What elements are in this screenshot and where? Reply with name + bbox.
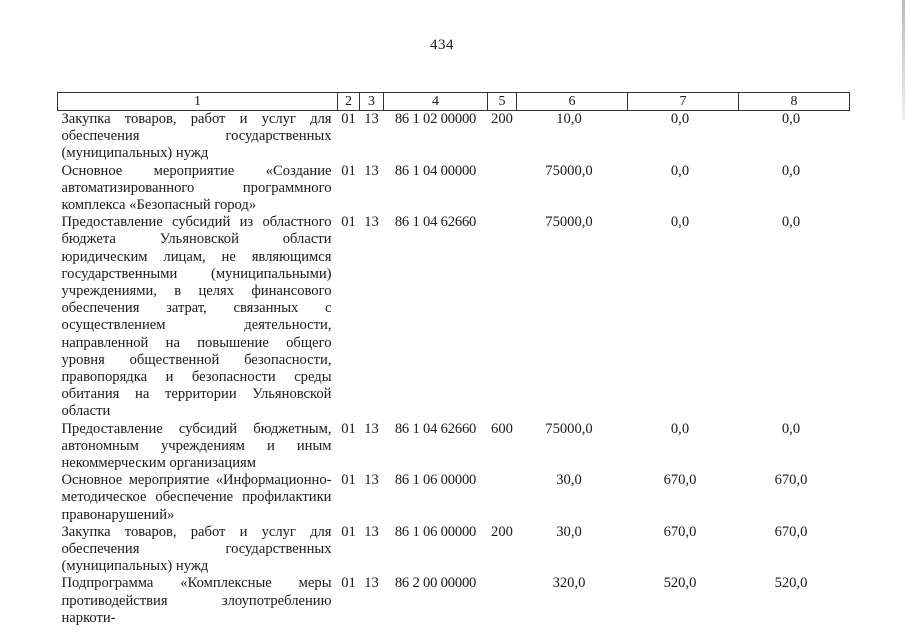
row-amount-7 [628, 472, 739, 524]
table-row [58, 472, 850, 524]
row-amount-8 [739, 421, 850, 473]
amount-value: 520,0 [774, 575, 808, 592]
row-expense-type [488, 163, 517, 215]
table-row [58, 575, 850, 627]
row-amount-6 [517, 575, 628, 627]
row-section: 01 [341, 472, 356, 489]
row-section: 01 [341, 111, 356, 127]
row-name: Закупка товаров, работ и услуг для обеспечения государственных (муниципальных) нужд [61, 111, 332, 162]
row-amount-7 [628, 421, 739, 473]
row-target-code: 86 1 04 00000 [394, 162, 477, 179]
amount-value: 670,0 [663, 472, 697, 489]
row-section: 01 [341, 523, 356, 540]
amount-value: 670,0 [774, 472, 808, 489]
amount-value: 520,0 [663, 575, 697, 592]
table-row [58, 111, 850, 163]
row-amount-6 [517, 472, 628, 524]
budget-table [57, 92, 850, 627]
row-subsection: 13 [364, 111, 379, 127]
row-section: 01 [341, 420, 356, 437]
column-header-5: 5 [488, 93, 517, 111]
amount-value: 0,0 [781, 420, 801, 437]
row-amount-7 [628, 524, 739, 576]
row-name: Основное мероприятие «Создание автоматизированного программного комплекса «Безопасный город» [61, 162, 332, 214]
header-row [58, 93, 850, 111]
row-target-code: 86 2 00 00000 [394, 575, 477, 592]
amount-value: 75000,0 [545, 420, 593, 437]
row-expense-type [488, 575, 517, 627]
row-target-code: 86 1 06 00000 [394, 472, 477, 489]
column-header-3: 3 [360, 93, 384, 111]
amount-value: 75000,0 [545, 214, 593, 231]
table-row [58, 421, 850, 473]
row-amount-6 [517, 421, 628, 473]
table-row [58, 214, 850, 420]
amount-value: 0,0 [781, 162, 801, 179]
column-header-6: 6 [517, 93, 628, 111]
row-subsection: 13 [364, 162, 379, 179]
amount-value: 0,0 [670, 214, 690, 231]
column-header-8: 8 [739, 93, 850, 111]
row-expense-type: 600 [491, 420, 513, 437]
row-amount-6 [517, 214, 628, 420]
row-amount-7 [628, 575, 739, 627]
row-target-code: 86 1 06 00000 [394, 523, 477, 540]
row-amount-7 [628, 214, 739, 420]
row-section: 01 [341, 575, 356, 592]
row-subsection: 13 [364, 472, 379, 489]
row-section: 01 [341, 162, 356, 179]
row-amount-7 [628, 111, 739, 163]
row-amount-8 [739, 472, 850, 524]
row-amount-8 [739, 111, 850, 163]
row-amount-8 [739, 524, 850, 576]
amount-value: 0,0 [781, 214, 801, 231]
table-row [58, 163, 850, 215]
amount-value: 0,0 [670, 111, 690, 127]
row-subsection: 13 [364, 420, 379, 437]
row-amount-6 [517, 163, 628, 215]
row-section: 01 [341, 214, 356, 231]
row-subsection: 13 [364, 523, 379, 540]
row-amount-8 [739, 163, 850, 215]
amount-value: 30,0 [556, 523, 582, 540]
amount-value: 320,0 [552, 575, 586, 592]
row-expense-type: 200 [491, 111, 513, 127]
amount-value: 30,0 [556, 472, 582, 489]
column-header-1: 1 [58, 93, 338, 111]
row-amount-6 [517, 524, 628, 576]
row-name: Предоставление субсидий бюджетным, автономным учреждениям и иным некоммерческим организациям [61, 420, 332, 472]
row-name: Подпрограмма «Комплексные меры противодействия злоупотреблению наркоти- [61, 575, 332, 626]
row-target-code: 86 1 04 62660 [394, 420, 477, 437]
amount-value: 10,0 [556, 111, 582, 127]
row-name: Закупка товаров, работ и услуг для обеспечения государственных (муниципальных) нужд [61, 523, 332, 575]
row-amount-8 [739, 575, 850, 627]
row-amount-8 [739, 214, 850, 420]
row-name: Предоставление субсидий из областного бюджета Ульяновской области юридическим лицам, не являющимся государственными (муниципальными) учреждениями, в целях финансового обеспечения затрат, связанных с осуществлением деятельности, направленной на повышение общего уровня общественной безопасности, правопорядка и безопасности среды обитания на территории Ульяновской области [61, 214, 332, 420]
row-target-code: 86 1 02 00000 [394, 111, 477, 127]
amount-value: 75000,0 [545, 162, 593, 179]
row-name: Основное мероприятие «Информационно-методическое обеспечение профилактики правонарушений» [61, 472, 332, 523]
amount-value: 670,0 [663, 523, 697, 540]
row-amount-7 [628, 163, 739, 215]
row-subsection: 13 [364, 214, 379, 231]
row-expense-type [488, 214, 517, 420]
amount-value: 0,0 [670, 162, 690, 179]
column-header-2: 2 [338, 93, 360, 111]
row-expense-type: 200 [491, 523, 513, 540]
page-number: 434 [430, 37, 454, 53]
amount-value: 0,0 [670, 420, 690, 437]
amount-value: 0,0 [781, 111, 801, 127]
row-target-code: 86 1 04 62660 [394, 214, 477, 231]
column-header-4: 4 [384, 93, 488, 111]
table-row [58, 524, 850, 576]
row-subsection: 13 [364, 575, 379, 592]
row-expense-type [488, 472, 517, 524]
amount-value: 670,0 [774, 523, 808, 540]
column-header-7: 7 [628, 93, 739, 111]
row-amount-6 [517, 111, 628, 163]
